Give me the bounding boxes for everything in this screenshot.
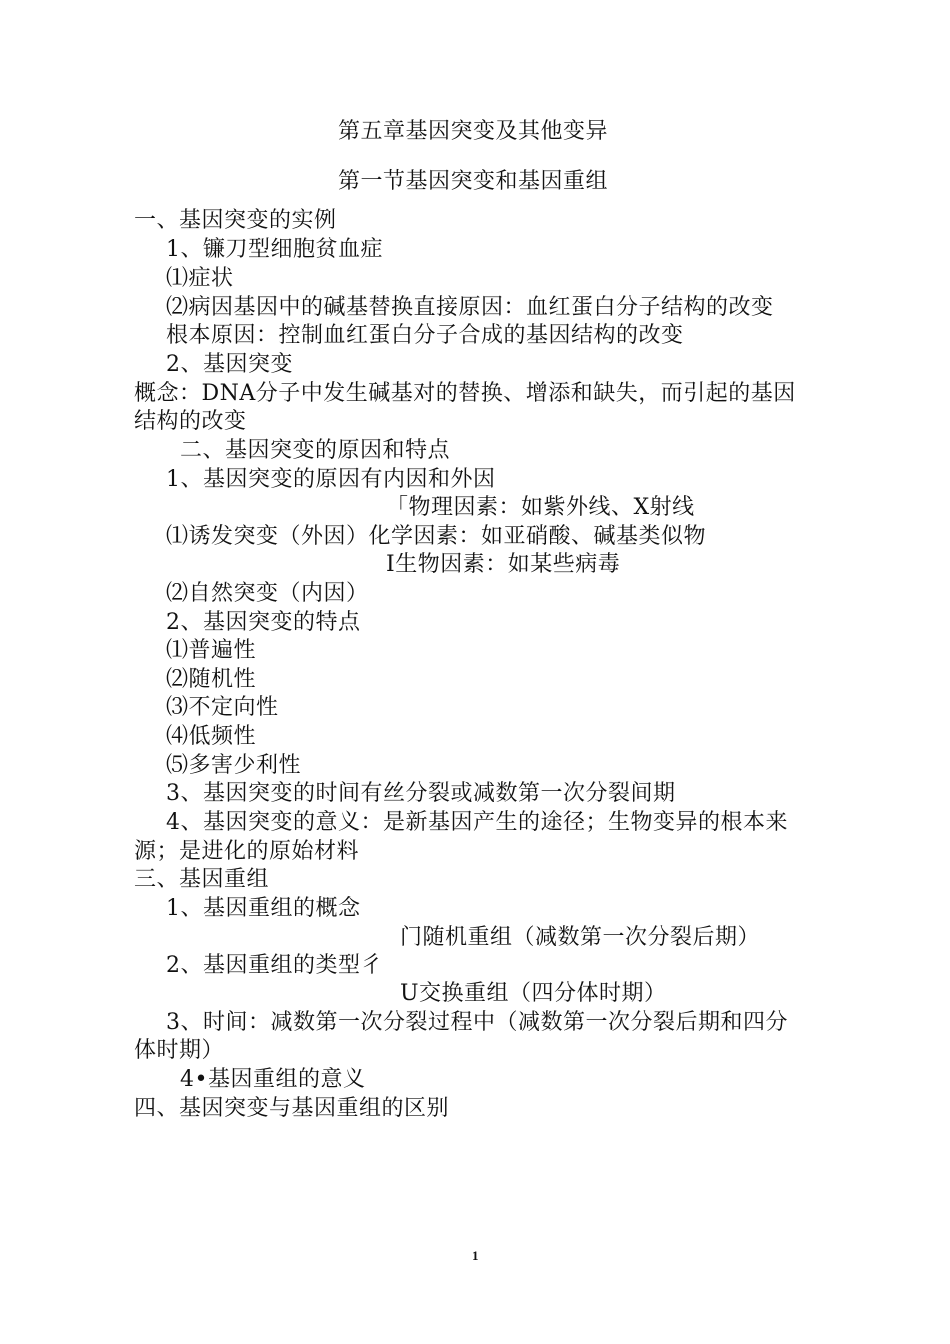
text-line: ⑵病因基因中的碱基替换直接原因：血红蛋白分子结构的改变 bbox=[166, 295, 774, 320]
heading-3: 三、基因重组 bbox=[134, 867, 270, 892]
text-line: 2、基因重组的类型彳 bbox=[166, 953, 383, 978]
text-line: 「物理因素：如紫外线、X射线 bbox=[386, 495, 695, 520]
text-line: 门随机重组（减数第一次分裂后期） bbox=[400, 925, 761, 950]
text-line: 1、镰刀型细胞贫血症 bbox=[166, 237, 383, 262]
heading-1: 一、基因突变的实例 bbox=[134, 208, 337, 233]
text-line: 1、基因重组的概念 bbox=[166, 896, 361, 921]
text-line: ⑷低频性 bbox=[166, 724, 257, 749]
page-number: 1 bbox=[472, 1248, 479, 1263]
text-line: 体时期） bbox=[134, 1038, 225, 1063]
text-line: ⑴普遍性 bbox=[166, 638, 257, 663]
text-line: I生物因素：如某些病毒 bbox=[386, 552, 621, 577]
text-line: 2、基因突变的特点 bbox=[166, 610, 361, 635]
text-line: 结构的改变 bbox=[134, 409, 247, 434]
heading-2: 二、基因突变的原因和特点 bbox=[180, 438, 451, 463]
text-line: 3、基因突变的时间有丝分裂或减数第一次分裂间期 bbox=[166, 781, 676, 806]
text-line: ⑴症状 bbox=[166, 266, 234, 291]
text-line: 概念：DNA分子中发生碱基对的替换、增添和缺失，而引起的基因 bbox=[134, 381, 796, 406]
text-line: 根本原因：控制血红蛋白分子合成的基因结构的改变 bbox=[166, 323, 684, 348]
text-line: 1、基因突变的原因有内因和外因 bbox=[166, 467, 496, 492]
text-line: ⑵随机性 bbox=[166, 667, 257, 692]
text-line: ⑶不定向性 bbox=[166, 695, 279, 720]
chapter-title: 第五章基因突变及其他变异 bbox=[338, 119, 609, 144]
section-title: 第一节基因突变和基因重组 bbox=[338, 169, 609, 194]
text-line: ⑵自然突变（内因） bbox=[166, 581, 369, 606]
text-line: ⑴诱发突变（外因）化学因素：如亚硝酸、碱基类似物 bbox=[166, 524, 707, 549]
text-line: 4•基因重组的意义 bbox=[180, 1067, 366, 1092]
text-line: 4、基因突变的意义：是新基因产生的途径；生物变异的根本来 bbox=[166, 810, 788, 835]
text-line: U交换重组（四分体时期） bbox=[400, 981, 667, 1006]
text-line: 源；是进化的原始材料 bbox=[134, 839, 360, 864]
text-line: 2、基因突变 bbox=[166, 352, 293, 377]
heading-4: 四、基因突变与基因重组的区别 bbox=[134, 1096, 450, 1121]
text-line: ⑸多害少利性 bbox=[166, 753, 302, 778]
text-line: 3、时间：减数第一次分裂过程中（减数第一次分裂后期和四分 bbox=[166, 1010, 788, 1035]
